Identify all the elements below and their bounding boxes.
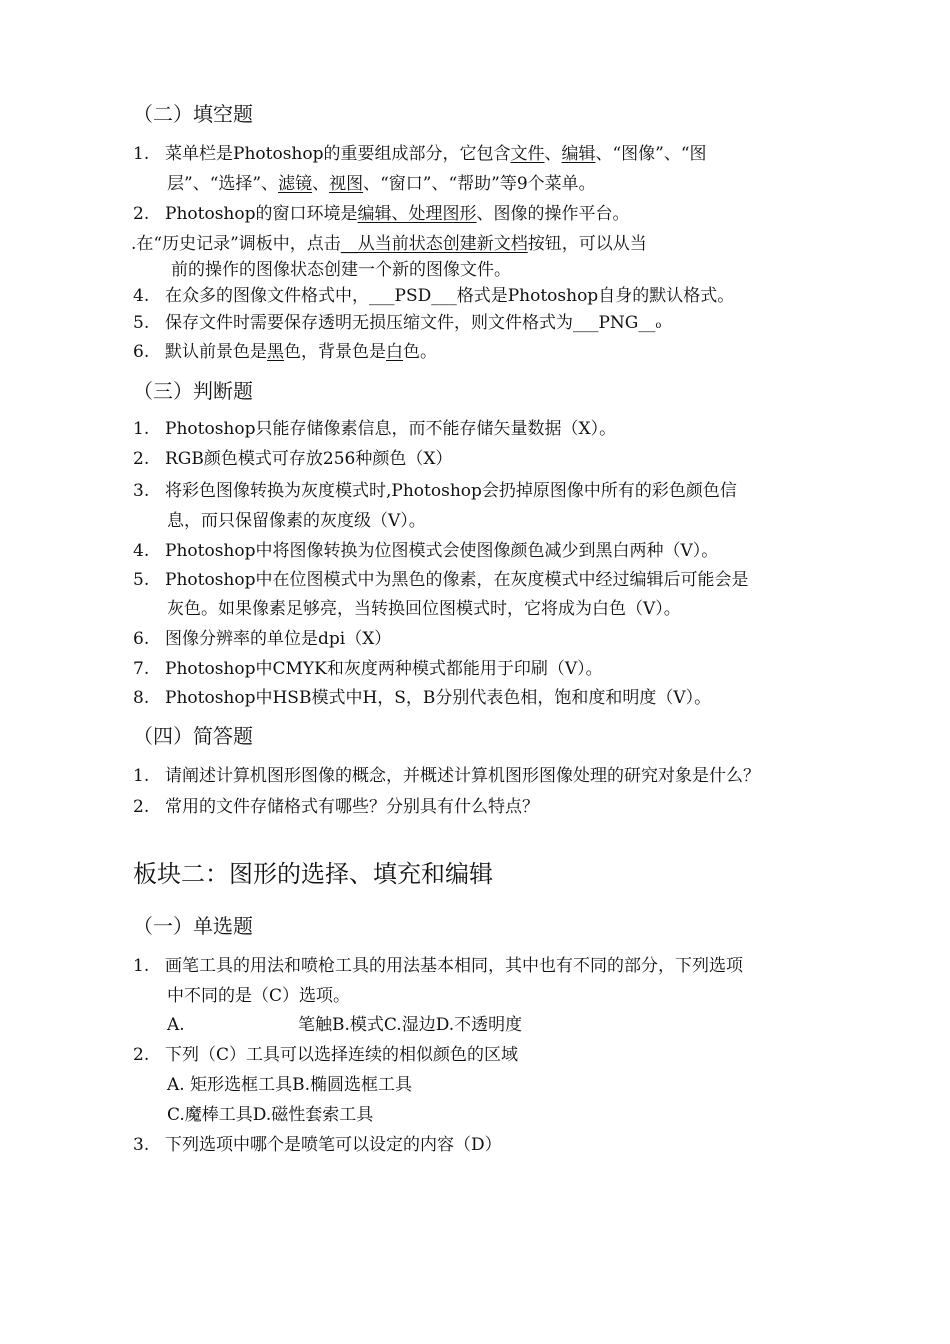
fill-q1-cont-end: 、“窗口”、“帮助”等9个菜单。 — [363, 174, 596, 194]
fill-q2-answer: 编辑、处理图形 — [357, 204, 477, 224]
choice-q1 — [133, 955, 743, 977]
judge-item — [133, 418, 616, 440]
section-heading-judge: （三）判断题 — [133, 379, 253, 403]
judge-item-num: 3. — [133, 481, 150, 501]
judge-item-num: 2. — [133, 449, 150, 469]
short-item-num: 2. — [133, 797, 150, 817]
choice-q2 — [133, 1044, 518, 1066]
choice-q1-options — [167, 1014, 522, 1036]
judge-item-continuation: 息，而只保留像素的灰度级（V）。 — [167, 511, 426, 531]
fill-q1-sep: 、 — [544, 144, 562, 164]
judge-item-continuation: 灰色。如果像素足够亮，当转换回位图模式时，它将成为白色（V）。 — [167, 599, 681, 619]
short-item — [133, 796, 539, 818]
fill-q5-tail: o — [655, 320, 662, 331]
fill-q2-text: Photoshop的窗口环境是 — [165, 204, 358, 224]
fill-q2 — [133, 203, 629, 225]
judge-item-text: Photoshop只能存储像素信息，而不能存储矢量数据（X）。 — [165, 419, 617, 439]
judge-item-text: RGB颜色模式可存放256种颜色（X） — [165, 449, 453, 469]
fill-q3 — [131, 233, 647, 255]
fill-q2-text-end: 、图像的操作平台。 — [476, 204, 630, 224]
judge-item-text: Photoshop中HSB模式中H，S，B分别代表色相，饱和度和明度（V）。 — [165, 688, 712, 708]
judge-item-num: 4. — [133, 541, 150, 561]
block2-title: 板块二：图形的选择、填充和编辑 — [133, 860, 493, 888]
choice-q1-text: 画笔工具的用法和喷枪工具的用法基本相同，其中也有不同的部分，下列选项 — [165, 956, 743, 976]
fill-q1-answer-edit: 编辑 — [561, 144, 596, 164]
fill-q4-text: 在众多的图像文件格式中，___PSD___格式是Photoshop自身的默认格式。 — [165, 286, 735, 306]
fill-q6 — [133, 341, 437, 363]
fill-q3-answer: __从当前状态创建新文档 — [340, 234, 528, 254]
judge-item — [133, 448, 452, 470]
choice-q1-num: 1. — [133, 956, 150, 976]
section-heading-single-choice: （一）单选题 — [133, 914, 253, 938]
fill-q3-text: .在“历史记录”调板中，点击 — [131, 234, 341, 254]
judge-item-num: 7. — [133, 659, 150, 679]
fill-q1-text: 菜单栏是Photoshop的重要组成部分，它包含 — [165, 144, 511, 164]
judge-item-num: 6. — [133, 629, 150, 649]
choice-q1-continuation: 中不同的是（C）选项。 — [167, 986, 351, 1006]
fill-q1-text-end: 、“图像”、“图 — [595, 144, 707, 164]
section-heading-fill: （二）填空题 — [133, 102, 253, 126]
judge-item-num: 5. — [133, 570, 150, 590]
fill-q6-answer-black: 黑 — [267, 342, 284, 362]
fill-q5-text: 保存文件时需要保存透明无损压缩文件，则文件格式为___PNG__ — [165, 313, 656, 333]
fill-q1-continuation — [167, 173, 596, 195]
fill-q2-num: 2. — [133, 204, 150, 224]
fill-q6-text: 默认前景色是 — [165, 342, 267, 362]
judge-item — [133, 658, 603, 680]
fill-q1-answer-file: 文件 — [510, 144, 545, 164]
judge-item — [133, 628, 391, 650]
short-item-text: 常用的文件存储格式有哪些？分别具有什么特点？ — [165, 797, 539, 817]
choice-q2-num: 2. — [133, 1045, 150, 1065]
judge-item — [133, 569, 748, 591]
fill-q4-num: 4. — [133, 286, 150, 306]
short-item-num: 1. — [133, 766, 150, 786]
judge-item-text: Photoshop中在位图模式中为黑色的像素，在灰度模式中经过编辑后可能会是 — [165, 570, 749, 590]
short-item-text: 请阐述计算机图形图像的概念，并概述计算机图形图像处理的研究对象是什么？ — [165, 766, 760, 786]
fill-q6-text-mid: 色，背景色是 — [284, 342, 386, 362]
fill-q6-answer-white: 白 — [386, 342, 403, 362]
choice-q3 — [133, 1134, 502, 1156]
judge-item-text: Photoshop中CMYK和灰度两种模式都能用于印刷（V）。 — [165, 659, 603, 679]
fill-q1-cont-sep: 、 — [312, 174, 330, 194]
fill-q6-text-end: 色。 — [403, 342, 437, 362]
judge-item-num: 8. — [133, 688, 150, 708]
fill-q1-answer-filter: 滤镜 — [278, 174, 313, 194]
judge-item — [133, 540, 718, 562]
fill-q1-answer-view: 视图 — [329, 174, 364, 194]
choice-q2-text: 下列（C）工具可以选择连续的相似颜色的区域 — [165, 1045, 519, 1065]
fill-q3-continuation: 前的操作的图像状态创建一个新的图像文件。 — [171, 260, 511, 280]
choice-q2-options-1: A. 矩形选框工具B.椭圆选框工具 — [167, 1075, 412, 1095]
judge-item-num: 1. — [133, 419, 150, 439]
section-heading-short: （四）简答题 — [133, 724, 253, 748]
fill-q6-num: 6. — [133, 342, 150, 362]
short-item — [133, 765, 760, 787]
choice-q1-option-a: A. — [167, 1015, 185, 1035]
choice-q3-text: 下列选项中哪个是喷笔可以设定的内容（D） — [165, 1135, 502, 1155]
fill-q4 — [133, 285, 734, 307]
judge-item-text: 图像分辨率的单位是dpi（X） — [165, 629, 392, 649]
fill-q1-cont-text: 层”、“选择”、 — [167, 174, 279, 194]
judge-item-text: 将彩色图像转换为灰度模式时,Photoshop会扔掉原图像中所有的彩色颜色信 — [165, 481, 737, 501]
choice-q3-num: 3. — [133, 1135, 150, 1155]
judge-item — [133, 480, 737, 502]
fill-q1-num: 1. — [133, 144, 150, 164]
fill-q1 — [133, 143, 707, 165]
judge-item — [133, 687, 711, 709]
choice-q1-options-rest: 笔触B.模式C.湿边D.不透明度 — [298, 1015, 523, 1035]
fill-q3-text-end: 按钮，可以从当 — [527, 234, 647, 254]
judge-item-text: Photoshop中将图像转换为位图模式会使图像颜色减少到黑白两种（V）。 — [165, 541, 719, 561]
fill-q5-num: 5. — [133, 313, 150, 333]
choice-q2-options-2: C.魔棒工具D.磁性套索工具 — [167, 1105, 374, 1125]
fill-q5 — [133, 312, 661, 337]
